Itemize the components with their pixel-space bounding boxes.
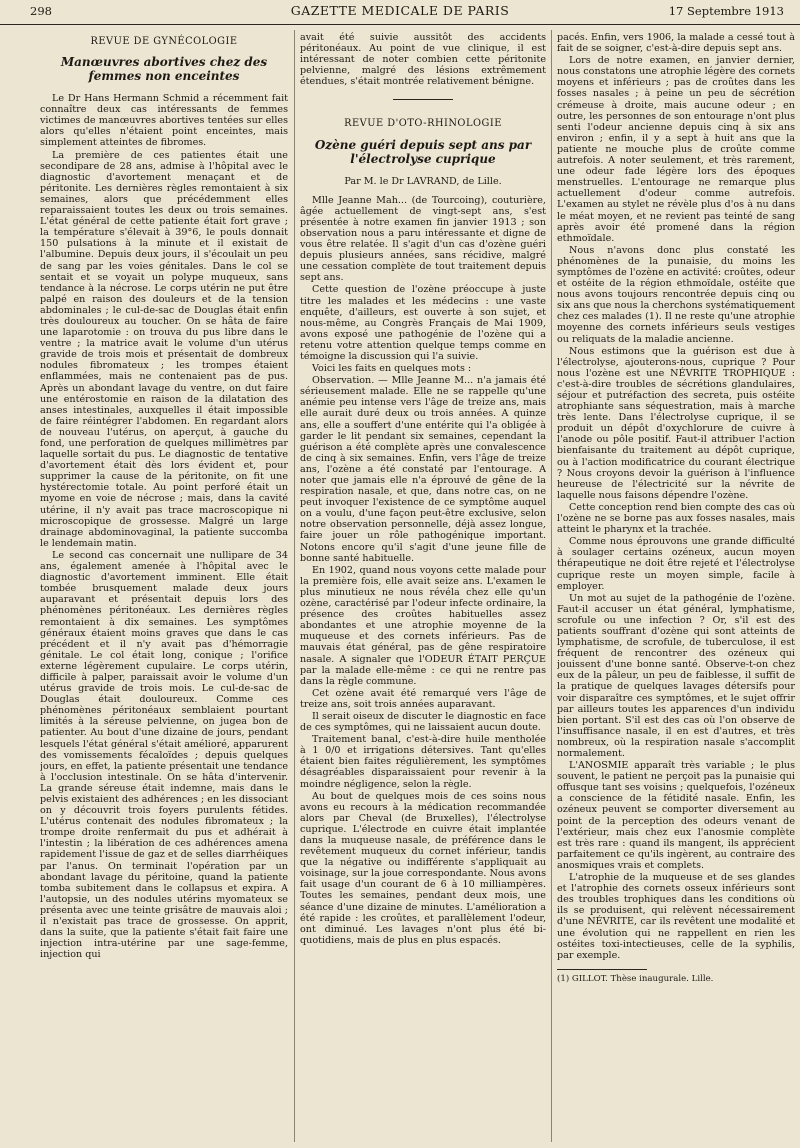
- column-3: [557, 32, 795, 1142]
- article1-title: Manœuvres abortives chez des femmes non enceintes: [60, 55, 268, 84]
- paragraph: Nous estimons que la guérison est due à l'électrolyse, ajouterons-nous, cuprique ? Pour nous l'ozène est une NÉVRITE TROPHIQUE : c'est-à-dire troubles de sécrétions glandulaires, séjour et putréfaction des secreta, puis ostéite atrophiante sans séquestration, mais à marche très lente. Dans l'électrolyse cuprique, il se produit un dépôt d'oxychlorure de cuivre à l'anode ou pôle positif. Faut-il attribuer l'action bienfaisante du traitement au dépôt cuprique, ou à l'action modificatrice du courant électrique ? Nous croyons devoir la guérison à l'influence heureuse de l'électricité sur la névrite de laquelle nous faisons dépendre l'ozène.: [557, 345, 795, 501]
- article2-title: Ozène guéri depuis sept ans par l'électrolyse cuprique: [314, 137, 532, 166]
- paragraph: La première de ces patientes était une secondipare de 28 ans, admise à l'hôpital avec le diagnostic d'avortement menaçant et de péritonite. Les dernières règles remontaient à six semaines, alors que précédemment elles reparaissaient toutes les deux ou trois semaines. L'état général de cette patiente était fort grave ; la température s'élevait à 39°6, le pouls donnait 150 pulsations à la minute et il existait de l'albumine. Depuis deux jours, il s'écoulait un peu de sang par les voies génitales. Dans le col se sentait et se voyait un polype muqueux, sans tendance à la nécrose. Le corps utérin ne put être palpé en raison des douleurs et de la tension abdominales ; le cul-de-sac de Douglas était enfin très douloureux au toucher. On se hâta de faire une laparotomie : on trouva du pus libre dans le ventre ; la matrice avait le volume d'un utérus gravide de trois mois et présentait de dombreux nodules fibromateux ; les trompes étaient enflammées, mais ne contenaient pas de pus. Après un abondant lavage du ventre, on dut faire une entérostomie en raison de la dilatation des anses intestinales, auxquelles il était impossible de faire réintégrer l'abdomen. En regardant alors de nouveau l'utérus, on aperçut, à gauche du fond, une perforation de quelques millimètres par laquelle sortait du pus. Le diagnostic de tentative d'avortement était dès lors évident et, pour supprimer la cause de la péritonite, on fit une hystérectomie totale. Au point perforé était un myome en voie de nécrose ; mais, dans la cavité utérine, il n'y avait pas trace macroscopique ni microscopique de grossesse. Malgré un large drainage abdominovaginal, la patiente succomba le lendemain matin.: [40, 149, 288, 549]
- page-number: 298: [30, 4, 52, 18]
- paragraph: Mlle Jeanne Mah... (de Tourcoing), couturière, âgée actuellement de vingt-sept ans, s'est présentée à notre examen fin janvier 1913 ; son observation nous a paru intéressante et digne de vous être relatée. Il s'agit d'un cas d'ozène guéri depuis plusieurs années, sans récidive, malgré une cessation complète de tout traitement depuis sept ans.: [300, 194, 546, 284]
- paragraph: Au bout de quelques mois de ces soins nous avons eu recours à la médication recommandée alors par Cheval (de Bruxelles), l'électrolyse cuprique. L'électrode en cuivre était implantée dans la muqueuse nasale, de préférence dans le revêtement muqueux du cornet inférieur, tandis que la négative ou indifférente s'appliquait au voisinage, sur la joue correspondante. Nous avons fait usage d'un courant de 6 à 10 milliampères. Toutes les semaines, pendant deux mois, une séance d'une dizaine de minutes. L'amélioration a été rapide : les croûtes, et parallèlement l'odeur, ont diminué. Les lavages n'ont plus été bi-quotidiens, mais de plus en plus espacés.: [300, 790, 546, 946]
- paragraph: avait été suivie aussitôt des accidents péritonéaux. Au point de vue clinique, il est intéressant de noter combien cette péritonite pelvienne, malgré des lésions extrêmement étendues, s'était montrée relativement bénigne.: [300, 32, 546, 88]
- paragraph: Le second cas concernait une nullipare de 34 ans, également amenée à l'hôpital avec le diagnostic d'avortement imminent. Elle était tombée brusquement malade deux jours auparavant et présentait depuis lors des phénomènes péritonéaux. Les dernières règles remontaient à dix semaines. Les symptômes généraux étaient moins graves que dans le cas précédent et il n'y avait pas d'hémorragie génitale. Le col était long, conique ; l'orifice externe légèrement cupulaire. Le corps utérin, difficile à palper, paraissait avoir le volume d'un utérus gravide de trois mois. Le cul-de-sac de Douglas était douloureux. Comme ces phénomènes péritonéaux semblaient pourtant limités à la séreuse pelvienne, on jugea bon de patienter. Au bout d'une dizaine de jours, pendant lesquels l'état général s'était amélioré, apparurent des vomissements fécaloïdes ; depuis quelques jours, en effet, la patiente présentait une tendance à l'occlusion intestinale. On se hâta d'intervenir. La grande séreuse était indemne, mais dans le pelvis existaient des adhérences ; en les dissociant on y découvrit trois foyers purulents fétides. L'utérus contenait des nodules fibromateux ; la trompe droite renfermait du pus et adhérait à l'intestin ; la libération de ces adhérences amena rapidement l'issue de gaz et de selles diarrhéiques par l'anus. On terminait l'opération par un abondant lavage du péritoine, quand la patiente tomba subitement dans le collapsus et expira. A l'autopsie, un des nodules utérins myomateux se présenta avec une teinte grisâtre de mauvais aloi ; il n'existait pas trace de grossesse. On apprit, dans la suite, que la patiente s'était fait faire une injection intra-utérine par une sage-femme, injection qui: [40, 549, 288, 961]
- column-rule: [551, 30, 552, 1142]
- paragraph: Lors de notre examen, en janvier dernier, nous constatons une atrophie légère des cornets moyens et inférieurs ; pas de croûtes dans les fosses nasales ; à peine un peu de sécrétion crémeuse à droite, mais aucune odeur ; en outre, les personnes de son entourage n'ont plus senti l'odeur ancienne depuis cinq à six ans environ ; enfin, il y a sept à huit ans que la patiente ne mouche plus de croûte comme autrefois. A noter seulement, et très rarement, une odeur fade légère lors des époques menstruelles. L'entourage ne remarque plus actuellement d'odeur comme autrefois. L'examen au stylet ne révèle plus d'os à nu dans le méat moyen, et ne revient pas teinté de sang après avoir été promené dans la région ethmoïdale.: [557, 55, 795, 244]
- column-2: [300, 32, 546, 1142]
- article1-rubric: REVUE DE GYNÉCOLOGIE: [90, 36, 238, 47]
- paragraph: L'ANOSMIE apparaît très variable ; le plus souvent, le patient ne perçoit pas la punaisie qui offusque tant ses voisins ; quelquefois, l'ozéneux a conscience de la fétidité nasale. Enfin, les ozéneux peuvent se comporter diversement au point de la perception des odeurs venant de l'extérieur, mais chez eux l'anosmie complète est très rare : quand ils mangent, ils apprécient parfaitement ce qu'ils ingèrent, au contraire des anosmiques vrais et complets.: [557, 760, 795, 871]
- paragraph: En 1902, quand nous voyons cette malade pour la première fois, elle avait seize ans. L'examen le plus minutieux ne nous révéla chez elle qu'un ozène, caractérisé par l'odeur infecte ordinaire, la présence des croûtes habituelles assez abondantes et une atrophie moyenne de la muqueuse et des cornets inférieurs. Pas de mauvais état général, pas de gêne respiratoire nasale. A signaler que l'ODEUR ÉTAIT PERÇUE par la malade elle-même : ce qui ne rentre pas dans la règle commune.: [300, 564, 546, 687]
- paragraph: Un mot au sujet de la pathogénie de l'ozène. Faut-il accuser un état général, lymphatisme, scrofule ou une infection ? Or, s'il est des patients souffrant d'ozène qui sont atteints de lymphatisme, de scrofule, de tuberculose, il est fréquent de rencontrer des ozéneux qui jouissent d'une bonne santé. Observe-t-on chez eux de la pâleur, un peu de faiblesse, il suffit de la pratique de quelques lavages détersifs pour voir disparaître ces symptômes, et le sujet offrir par ailleurs toutes les apparences d'un individu bien portant. S'il est des cas où l'on observe de l'insuffisance nasale, il en est d'autres, et très nombreux, où la respiration nasale s'accomplit normalement.: [557, 592, 795, 759]
- issue-date: 17 Septembre 1913: [668, 4, 784, 18]
- paragraph: Cette conception rend bien compte des cas où l'ozène ne se borne pas aux fosses nasales, mais atteint le pharynx et la trachée.: [557, 501, 795, 536]
- column-1: [40, 32, 288, 1142]
- paragraph: Traitement banal, c'est-à-dire huile mentholée à 1 0/0 et irrigations détersives. Tant qu'elles étaient bien faites régulièrement, les symptômes désagréables disparaissaient pour revenir à la moindre négligence, selon la règle.: [300, 734, 546, 790]
- column-rule: [294, 30, 295, 1142]
- paragraph: Observation. — Mlle Jeanne M... n'a jamais été sérieusement malade. Elle ne se rappelle qu'une anémie peu intense vers l'âge de treize ans, mais elle aurait duré deux ou trois années. A quinze ans, elle a souffert d'une entérite qui l'a obligée à garder le lit pendant six semaines, cependant la guérison a été complète après une convalescence de cinq à six semaines. Enfin, vers l'âge de treize ans, l'ozène a été constaté par l'entourage. A noter que jamais elle n'a éprouvé de gêne de la respiration nasale, et que, dans notre cas, on ne peut invoquer l'existence de ce symptôme auquel on a voulu, d'une façon peut-être exclusive, selon notre observation personnelle, déjà assez longue, faire jouer un rôle pathogénique important. Notons encore qu'il s'agit d'une jeune fille de bonne santé habituelle.: [300, 375, 546, 564]
- paragraph: Cette question de l'ozène préoccupe à juste titre les malades et les médecins : une vaste enquête, d'ailleurs, est ouverte à son sujet, et nous-même, au Congrès Français de Mai 1909, avons exposé une pathogénie de l'ozène qui a retenu votre attention quelque temps comme en témoigne la discussion qui l'a suivie.: [300, 284, 546, 362]
- paragraph: L'atrophie de la muqueuse et de ses glandes et l'atrophie des cornets osseux inférieurs sont des troubles trophiques dans les conditions où ils se produisent, qui relèvent nécessairement d'une NÉVRITE, car ils revêtent une modalité et une évolution qui ne rappellent en rien les ostéites toxi-intectieuses, celle de la syphilis, par exemple.: [557, 872, 795, 961]
- paragraph: Nous n'avons donc plus constaté les phénomènes de la punaisie, du moins les symptômes de l'ozène en activité: croûtes, odeur et ostéite de la région ethmoïdale, ostéite que nous avons toujours rencontrée depuis cinq ou six ans que nous la cherchons systématiquement chez ces malades (1). Il ne reste qu'une atrophie moyenne des cornets inférieurs seuls vestiges ou reliquats de la maladie ancienne.: [557, 244, 795, 345]
- paragraph: Voici les faits en quelques mots :: [312, 363, 472, 375]
- article-separator: [393, 99, 453, 100]
- article2-byline: Par M. le Dr LAVRAND, de Lille.: [344, 175, 502, 187]
- paragraph: Le Dr Hans Hermann Schmid a récemment fait connaître deux cas intéressants de femmes victimes de manœuvres abortives tentées sur elles alors qu'elles n'étaient point enceintes, mais simplement atteintes de fibromes.: [40, 93, 288, 149]
- page-header: [0, 0, 800, 25]
- paragraph: pacés. Enfin, vers 1906, la malade a cessé tout à fait de se soigner, c'est-à-dire depuis sept ans.: [557, 32, 795, 55]
- paragraph: Comme nous éprouvons une grande difficulté à soulager certains ozéneux, aucun moyen thérapeutique ne doit être rejeté et l'électrolyse cuprique reste un moyen simple, facile à employer.: [557, 536, 795, 592]
- article2-rubric: REVUE D'OTO-RHINOLOGIE: [344, 118, 502, 130]
- paragraph: Cet ozène avait été remarqué vers l'âge de treize ans, soit trois années auparavant.: [300, 687, 546, 710]
- paragraph: Il serait oiseux de discuter le diagnostic en face de ces symptômes, qui ne laissaient aucun doute.: [300, 710, 546, 734]
- journal-title: GAZETTE MEDICALE DE PARIS: [290, 3, 510, 18]
- footnote: (1) GILLOT. Thèse inaugurale. Lille.: [557, 973, 714, 984]
- footnote-rule: [557, 969, 647, 970]
